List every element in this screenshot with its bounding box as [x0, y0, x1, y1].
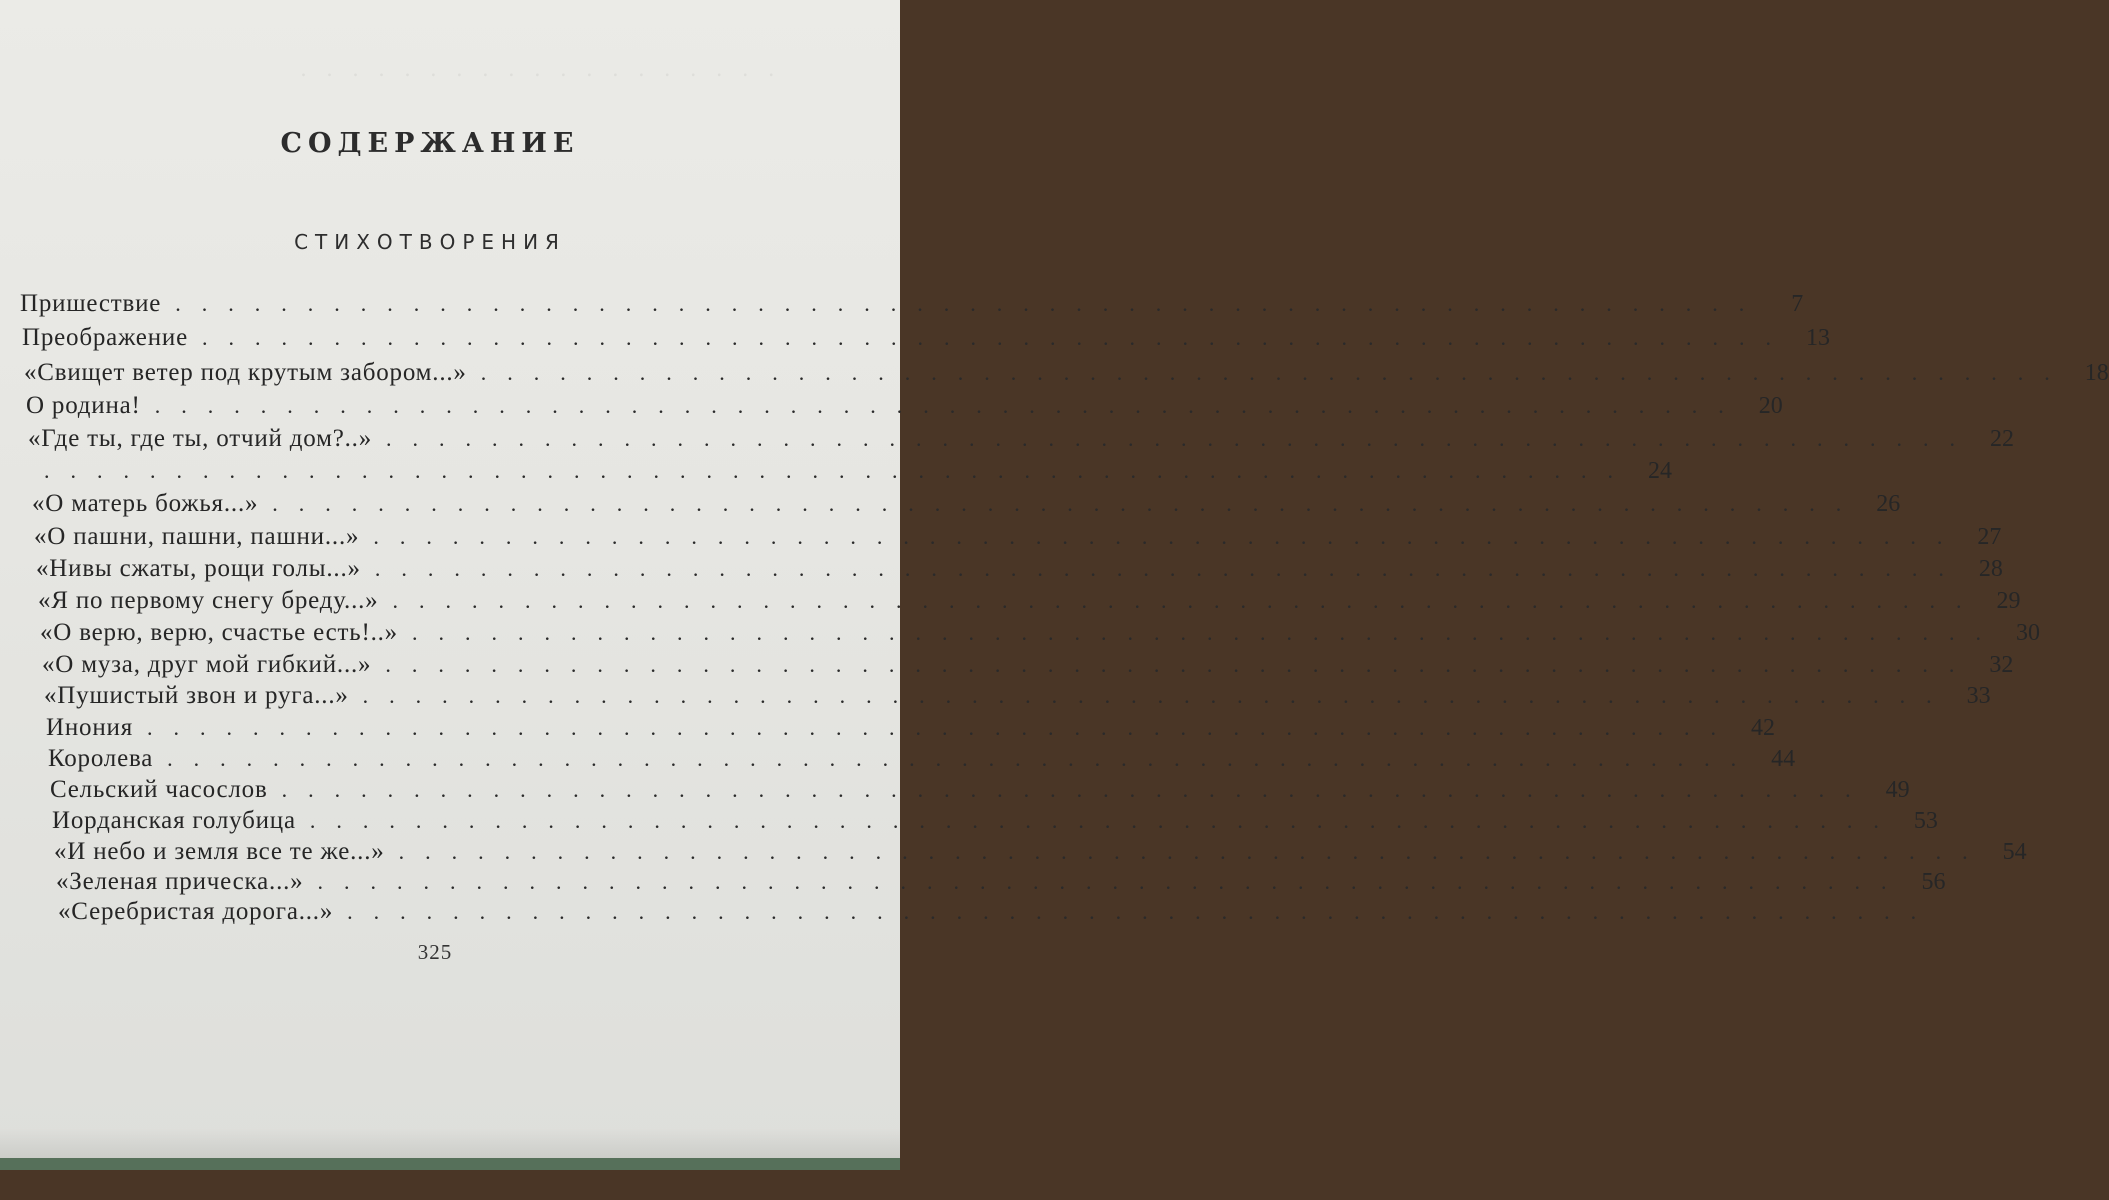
toc-entry-page: 22 — [1990, 426, 2014, 452]
toc-entry-page: 13 — [1805, 325, 1830, 351]
toc-entry — [58, 898, 1938, 926]
toc-entry-page: 20 — [1758, 393, 1783, 419]
toc-entry-page: 30 — [2015, 620, 2040, 646]
toc-dot-leader: ............................................................ — [167, 746, 1758, 771]
toc-entry — [36, 555, 2003, 583]
toc-dot-leader: ............................................................ — [480, 360, 2071, 385]
toc-entry-page: 27 — [1977, 524, 2002, 550]
toc-dot-leader: ............................................................ — [392, 588, 1983, 613]
page-title: СОДЕРЖАНИЕ — [280, 128, 580, 159]
toc-entry — [50, 776, 1910, 804]
toc-dot-leader: ............................................................ — [147, 715, 1737, 740]
toc-entry — [28, 425, 2014, 453]
toc-entry — [44, 682, 1991, 710]
page-edge-shadow — [0, 1128, 900, 1158]
toc-entry-title: «Нивы сжаты, рощи голы...» — [36, 555, 361, 582]
toc-entry-page: 49 — [1885, 777, 1910, 803]
toc-entry — [32, 490, 1901, 518]
toc-entry-title: Преображение — [22, 324, 188, 351]
toc-entry-title: «Пушистый звон и руга...» — [44, 682, 349, 709]
section-title: СТИХОТВОРЕНИЯ — [294, 230, 566, 254]
toc-dot-leader: ............................................................ — [175, 291, 1766, 316]
toc-entry — [30, 458, 1672, 485]
toc-entry-page: 26 — [1876, 491, 1901, 517]
toc-entry — [46, 714, 1775, 742]
page-number: 325 — [417, 940, 453, 964]
toc-entry-page: 29 — [1996, 588, 2021, 614]
toc-entry — [38, 587, 2021, 615]
toc-entry-title: «Зеленая прическа...» — [56, 868, 304, 895]
toc-dot-leader: ............................................................ — [398, 839, 1989, 864]
toc-entry-page: 53 — [1913, 808, 1938, 834]
toc-dot-leader: ............................................................ — [201, 325, 1792, 350]
toc-dot-leader: ............................................................ — [362, 683, 1953, 708]
toc-entry-title: «Серебристая дорога...» — [58, 898, 334, 925]
toc-dot-leader: ............................................................ — [374, 556, 1965, 581]
toc-dot-leader: ............................................................ — [373, 524, 1964, 549]
toc-dot-leader: ............................................................ — [385, 652, 1976, 677]
toc-entry-title: «О пашни, пашни, пашни...» — [34, 523, 360, 550]
toc-dot-leader: ............................................................ — [317, 869, 1908, 894]
toc-entry-title: «И небо и земля все те же...» — [54, 838, 385, 865]
toc-entry-page: 24 — [1648, 458, 1672, 484]
toc-entry — [56, 868, 1946, 896]
toc-entry-title: «Я по первому снегу бреду...» — [38, 587, 379, 614]
toc-dot-leader: ............................................................ — [347, 899, 1938, 924]
toc-entry-title: О родина! — [26, 392, 141, 419]
toc-entry-title: Инония — [46, 714, 133, 741]
toc-dot-leader: ............................................................ — [386, 426, 1976, 451]
toc-entry — [34, 523, 2002, 551]
toc-dot-leader: ............................................................ — [272, 491, 1863, 516]
toc-dot-leader: ............................................................ — [44, 458, 1634, 483]
toc-entry — [54, 838, 2027, 866]
toc-entry — [40, 619, 2040, 647]
toc-dot-leader: ............................................................ — [281, 777, 1872, 802]
toc-dot-leader: ............................................................ — [411, 620, 2002, 645]
toc-entry-title: «Свищет ветер под крутым забором...» — [24, 359, 467, 386]
toc-entry-page: 42 — [1751, 715, 1775, 741]
toc-entry-title: «Где ты, где ты, отчий дом?..» — [28, 425, 372, 452]
toc-entry — [22, 324, 1830, 352]
show-through-text: . . . . . . . . . . . . . . . . . . . — [300, 57, 781, 82]
toc-entry-title: Королева — [48, 745, 154, 772]
toc-entry-page: 7 — [1791, 291, 1804, 317]
toc-entry-page: 28 — [1978, 556, 2003, 582]
toc-entry-title: Сельский часослов — [50, 776, 268, 803]
toc-entry-page: 33 — [1966, 683, 1991, 709]
toc-entry — [24, 359, 2109, 387]
toc-entry-page: 54 — [2002, 839, 2027, 865]
toc-entry — [20, 290, 1804, 318]
toc-dot-leader: ............................................................ — [309, 808, 1900, 833]
toc-entry-title: «О матерь божья...» — [32, 490, 259, 517]
toc-entry — [48, 745, 1796, 773]
toc-entry — [42, 651, 2014, 679]
toc-entry-page: 18 — [2084, 360, 2109, 386]
toc-entry-title: Иорданская голубица — [52, 807, 296, 834]
toc-entry-page: 44 — [1771, 746, 1796, 772]
toc-entry-page: 32 — [1989, 652, 2014, 678]
toc-dot-leader: ............................................................ — [154, 393, 1745, 418]
toc-entry-title: Пришествие — [20, 290, 162, 317]
toc-entry — [26, 392, 1783, 420]
toc-entry-title: «О муза, друг мой гибкий...» — [42, 651, 372, 678]
toc-entry — [52, 807, 1938, 835]
toc-entry-title: «О верю, верю, счастье есть!..» — [40, 619, 398, 646]
toc-entry-page: 56 — [1921, 869, 1946, 895]
